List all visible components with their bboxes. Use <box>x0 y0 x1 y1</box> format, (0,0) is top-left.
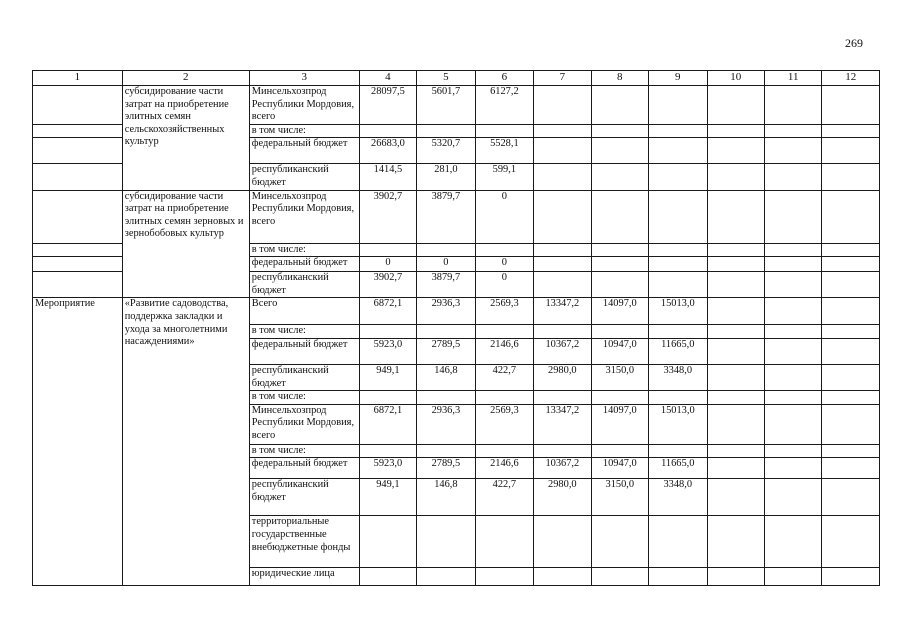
table-cell: 5601,7 <box>417 86 475 125</box>
table-cell <box>33 164 123 190</box>
table-cell <box>591 391 648 405</box>
table-cell <box>764 190 821 243</box>
table-cell: республиканский бюджет <box>249 364 359 390</box>
table-cell: субсидирование части затрат на приобретение элитных семян сельскохозяйственных культур <box>122 86 249 191</box>
table-cell: 3348,0 <box>649 479 707 516</box>
table-cell <box>764 568 821 586</box>
table-cell <box>822 325 880 339</box>
table-cell: в том числе: <box>249 243 359 257</box>
table-cell <box>417 243 475 257</box>
table-cell <box>707 86 764 125</box>
table-cell: 11665,0 <box>649 338 707 364</box>
table-cell: 14097,0 <box>591 404 648 444</box>
column-header: 12 <box>822 71 880 86</box>
table-cell: федеральный бюджет <box>249 257 359 272</box>
table-cell <box>764 404 821 444</box>
table-cell: 11665,0 <box>649 458 707 479</box>
table-cell <box>359 124 416 138</box>
table-cell <box>822 568 880 586</box>
table-cell <box>591 243 648 257</box>
table-cell: 3879,7 <box>417 272 475 298</box>
table-cell: 0 <box>417 257 475 272</box>
table-cell: 6127,2 <box>475 86 533 125</box>
table-cell: 2936,3 <box>417 404 475 444</box>
table-cell: 3902,7 <box>359 272 416 298</box>
table-cell: 13347,2 <box>534 404 591 444</box>
table-cell <box>591 138 648 164</box>
table-cell: 2980,0 <box>534 479 591 516</box>
table-cell <box>649 391 707 405</box>
table-cell <box>707 257 764 272</box>
table-cell <box>764 391 821 405</box>
table-cell: 599,1 <box>475 164 533 190</box>
column-header: 5 <box>417 71 475 86</box>
table-cell <box>359 568 416 586</box>
table-cell <box>649 138 707 164</box>
table-cell: 2936,3 <box>417 298 475 325</box>
table-cell: 422,7 <box>475 364 533 390</box>
table-cell <box>649 568 707 586</box>
table-cell <box>822 404 880 444</box>
table-cell <box>764 364 821 390</box>
table-cell: 0 <box>475 272 533 298</box>
table-cell: 2569,3 <box>475 404 533 444</box>
table-cell: 10367,2 <box>534 458 591 479</box>
table-cell: федеральный бюджет <box>249 338 359 364</box>
table-cell <box>707 164 764 190</box>
table-cell <box>707 516 764 568</box>
table-cell: 13347,2 <box>534 298 591 325</box>
table-cell <box>475 124 533 138</box>
table-cell <box>534 325 591 339</box>
table-cell <box>534 568 591 586</box>
table-cell <box>764 86 821 125</box>
table-cell <box>707 364 764 390</box>
table-cell: 26683,0 <box>359 138 416 164</box>
table-cell <box>534 138 591 164</box>
table-cell <box>707 479 764 516</box>
table-cell <box>33 272 123 298</box>
table-cell <box>649 243 707 257</box>
table-cell <box>764 272 821 298</box>
table-cell <box>417 124 475 138</box>
column-header: 6 <box>475 71 533 86</box>
table-cell <box>591 124 648 138</box>
table-cell: 5528,1 <box>475 138 533 164</box>
column-header: 9 <box>649 71 707 86</box>
table-cell <box>475 243 533 257</box>
table-cell: 2146,6 <box>475 338 533 364</box>
table-cell <box>359 391 416 405</box>
table-cell <box>822 164 880 190</box>
table-cell <box>764 458 821 479</box>
table-cell <box>475 444 533 458</box>
table-cell: Минсельхозпрод Республики Мордовия, всего <box>249 86 359 125</box>
table-cell <box>707 243 764 257</box>
table-cell <box>707 404 764 444</box>
column-header: 2 <box>122 71 249 86</box>
table-cell <box>33 138 123 164</box>
table-cell: 2146,6 <box>475 458 533 479</box>
table-cell <box>591 568 648 586</box>
table-cell <box>822 338 880 364</box>
table-cell: республиканский бюджет <box>249 272 359 298</box>
table-cell: 6872,1 <box>359 298 416 325</box>
table-cell: 2980,0 <box>534 364 591 390</box>
table-cell <box>822 190 880 243</box>
table-cell <box>707 124 764 138</box>
table-row <box>33 190 880 243</box>
table-cell: 15013,0 <box>649 298 707 325</box>
table-cell: 5923,0 <box>359 338 416 364</box>
table-cell <box>534 190 591 243</box>
table-cell: республиканский бюджет <box>249 479 359 516</box>
table-cell: 3150,0 <box>591 364 648 390</box>
table-cell <box>534 164 591 190</box>
table-cell <box>764 479 821 516</box>
column-header: 1 <box>33 71 123 86</box>
table-cell: 949,1 <box>359 364 416 390</box>
table-cell <box>475 516 533 568</box>
table-cell: Минсельхозпрод Республики Мордовия, всего <box>249 190 359 243</box>
budget-table <box>32 70 880 586</box>
table-cell <box>649 516 707 568</box>
table-cell: 0 <box>475 190 533 243</box>
table-cell: 3902,7 <box>359 190 416 243</box>
table-cell: 146,8 <box>417 479 475 516</box>
table-cell <box>822 458 880 479</box>
table-cell: в том числе: <box>249 444 359 458</box>
table-cell <box>359 444 416 458</box>
table-cell <box>649 444 707 458</box>
table-cell: 422,7 <box>475 479 533 516</box>
table-cell <box>534 444 591 458</box>
table-cell: «Развитие садоводства, поддержка закладки и ухода за многолетними насаждениями» <box>122 298 249 586</box>
table-cell: территориальные государственные внебюджетные фонды <box>249 516 359 568</box>
table-cell: 949,1 <box>359 479 416 516</box>
table-cell <box>764 243 821 257</box>
table-cell: 5320,7 <box>417 138 475 164</box>
table-cell: 6872,1 <box>359 404 416 444</box>
table-cell: 0 <box>359 257 416 272</box>
table-cell: 5923,0 <box>359 458 416 479</box>
table-cell <box>591 516 648 568</box>
table-cell <box>591 164 648 190</box>
table-cell: 14097,0 <box>591 298 648 325</box>
table-cell: в том числе: <box>249 391 359 405</box>
table-cell <box>359 325 416 339</box>
table-cell <box>822 444 880 458</box>
table-cell <box>707 568 764 586</box>
table-cell <box>475 568 533 586</box>
table-cell <box>707 138 764 164</box>
column-header-row <box>33 71 880 86</box>
table-cell: Минсельхозпрод Республики Мордовия, всего <box>249 404 359 444</box>
table-cell <box>822 391 880 405</box>
table-cell: 1414,5 <box>359 164 416 190</box>
table-cell <box>33 190 123 243</box>
table-cell <box>591 272 648 298</box>
column-header: 7 <box>534 71 591 86</box>
table-cell <box>707 272 764 298</box>
table-cell <box>822 257 880 272</box>
table-cell <box>591 444 648 458</box>
table-cell: 2789,5 <box>417 458 475 479</box>
table-cell <box>822 86 880 125</box>
table-row <box>33 298 880 325</box>
table-cell: Мероприятие <box>33 298 123 586</box>
table-cell <box>534 124 591 138</box>
table-cell <box>707 444 764 458</box>
table-cell <box>822 138 880 164</box>
table-cell: 10947,0 <box>591 338 648 364</box>
table-cell <box>764 298 821 325</box>
table-cell <box>417 516 475 568</box>
table-cell <box>649 272 707 298</box>
table-cell <box>359 516 416 568</box>
table-cell: в том числе: <box>249 325 359 339</box>
table-cell <box>649 86 707 125</box>
table-cell <box>534 391 591 405</box>
table-cell <box>534 516 591 568</box>
column-header: 8 <box>591 71 648 86</box>
table-cell <box>707 298 764 325</box>
column-header: 10 <box>707 71 764 86</box>
column-header: 11 <box>764 71 821 86</box>
table-row <box>33 86 880 125</box>
table-cell: 2789,5 <box>417 338 475 364</box>
table-cell: 3150,0 <box>591 479 648 516</box>
table-cell: 15013,0 <box>649 404 707 444</box>
table-cell <box>764 124 821 138</box>
table-cell <box>591 86 648 125</box>
table-cell <box>417 325 475 339</box>
table-cell: 28097,5 <box>359 86 416 125</box>
table-cell <box>591 257 648 272</box>
table-cell <box>707 190 764 243</box>
table-cell <box>591 325 648 339</box>
table-cell <box>591 190 648 243</box>
table-cell <box>417 391 475 405</box>
table-cell <box>649 124 707 138</box>
table-cell <box>764 138 821 164</box>
table-cell <box>707 325 764 339</box>
table-cell <box>534 257 591 272</box>
table-cell: юридические лица <box>249 568 359 586</box>
table-cell <box>534 272 591 298</box>
table-cell <box>649 164 707 190</box>
table-cell <box>33 86 123 125</box>
table-cell <box>822 298 880 325</box>
table-cell: 10947,0 <box>591 458 648 479</box>
table-cell <box>764 444 821 458</box>
table-cell: 2569,3 <box>475 298 533 325</box>
table-cell <box>475 391 533 405</box>
table-cell <box>359 243 416 257</box>
table-cell <box>822 364 880 390</box>
table-cell: 146,8 <box>417 364 475 390</box>
page-number: 269 <box>845 36 863 50</box>
table-cell <box>33 257 123 272</box>
table-cell <box>822 272 880 298</box>
table-cell <box>417 444 475 458</box>
table-cell <box>475 325 533 339</box>
table-cell: 10367,2 <box>534 338 591 364</box>
table-cell: 3879,7 <box>417 190 475 243</box>
table-cell <box>33 124 123 138</box>
table-cell <box>764 325 821 339</box>
table-cell <box>534 243 591 257</box>
table-cell <box>764 257 821 272</box>
table-cell <box>707 338 764 364</box>
table-cell: федеральный бюджет <box>249 138 359 164</box>
table-cell <box>764 164 821 190</box>
table-cell <box>822 243 880 257</box>
table-cell <box>764 338 821 364</box>
table-cell: в том числе: <box>249 124 359 138</box>
table-cell: 0 <box>475 257 533 272</box>
column-header: 4 <box>359 71 416 86</box>
table-cell <box>707 458 764 479</box>
table-cell: республиканский бюджет <box>249 164 359 190</box>
table-cell: 3348,0 <box>649 364 707 390</box>
table-cell: федеральный бюджет <box>249 458 359 479</box>
table-cell <box>649 257 707 272</box>
table-cell <box>822 124 880 138</box>
table-cell <box>822 516 880 568</box>
table-cell <box>764 516 821 568</box>
table-cell: Всего <box>249 298 359 325</box>
table-cell <box>417 568 475 586</box>
table-cell <box>707 391 764 405</box>
table-cell <box>649 190 707 243</box>
table-cell <box>534 86 591 125</box>
table-cell <box>822 479 880 516</box>
column-header: 3 <box>249 71 359 86</box>
table-cell <box>33 243 123 257</box>
table-cell: субсидирование части затрат на приобретение элитных семян зерновых и зернобобовых культур <box>122 190 249 298</box>
table-cell <box>649 325 707 339</box>
table-cell: 281,0 <box>417 164 475 190</box>
